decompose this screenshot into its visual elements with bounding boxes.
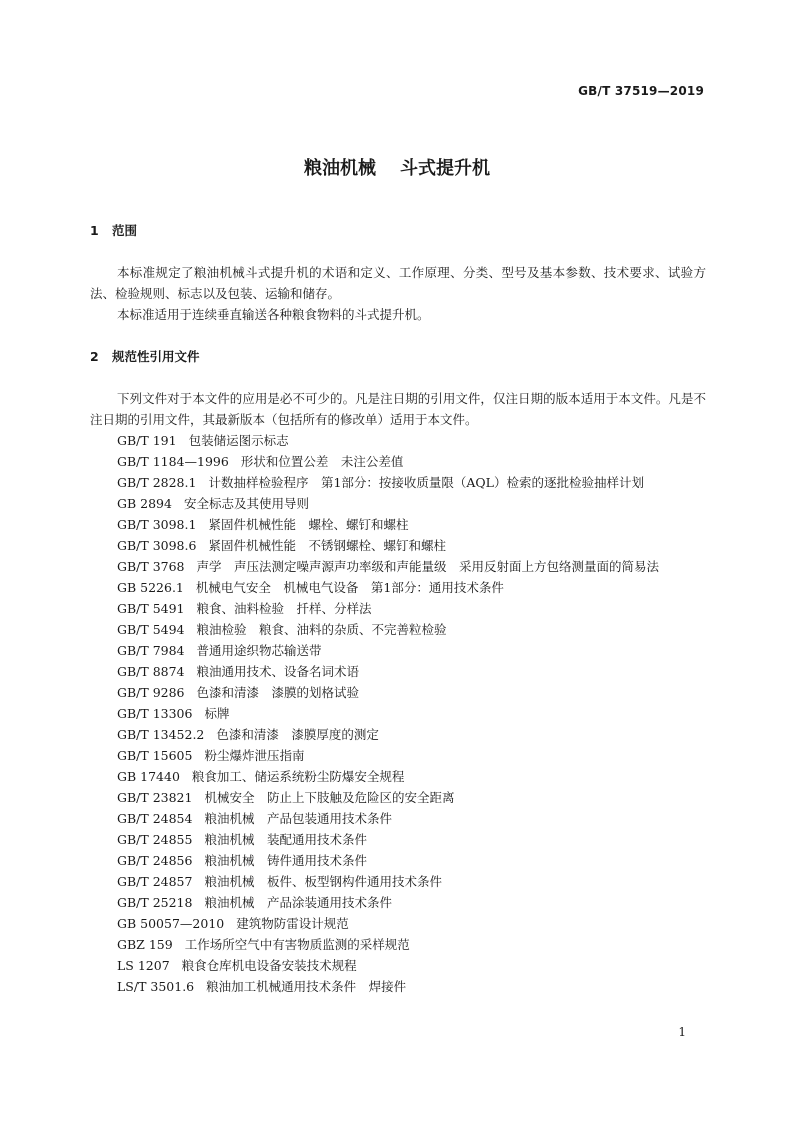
section-title: 规范性引用文件 (112, 349, 200, 364)
standard-code: GB/T 37519—2019 (578, 84, 704, 98)
reference-code: GB/T 9286 (117, 685, 185, 700)
reference-code: GB/T 24854 (117, 811, 193, 826)
reference-code: GB 5226.1 (117, 580, 184, 595)
reference-code: LS 1207 (117, 958, 170, 973)
reference-title: 粮油机械 产品包装通用技术条件 (204, 811, 392, 826)
reference-code: GB/T 8874 (117, 664, 185, 679)
reference-item (90, 892, 706, 913)
section-number: 1 (90, 223, 99, 238)
reference-code: GBZ 159 (117, 937, 173, 952)
reference-code: LS/T 3501.6 (117, 979, 195, 994)
reference-title: 标牌 (204, 706, 230, 721)
title-part-1: 粮油机械 (304, 158, 376, 179)
reference-item (90, 514, 706, 535)
reference-code: GB 17440 (117, 769, 180, 784)
reference-title: 粮油检验 粮食、油料的杂质、不完善粒检验 (196, 622, 447, 637)
reference-code: GB/T 7984 (117, 643, 185, 658)
reference-title: 计数抽样检验程序 第1部分：按接收质量限（AQL）检索的逐批检验抽样计划 (208, 475, 644, 490)
reference-title: 机械安全 防止上下肢触及危险区的安全距离 (204, 790, 455, 805)
reference-code: GB/T 3098.6 (117, 538, 197, 553)
reference-title: 粮油机械 铸件通用技术条件 (204, 853, 367, 868)
reference-item (90, 724, 706, 745)
reference-item (90, 451, 706, 472)
reference-title: 粮油机械 板件、板型钢构件通用技术条件 (204, 874, 442, 889)
reference-code: GB/T 24857 (117, 874, 193, 889)
title-part-2: 斗式提升机 (400, 158, 490, 179)
reference-code: GB/T 191 (117, 433, 177, 448)
reference-item (90, 745, 706, 766)
reference-title: 粉尘爆炸泄压指南 (204, 748, 305, 763)
section-heading-scope (90, 221, 137, 239)
reference-list (90, 430, 706, 997)
section-number: 2 (90, 349, 99, 364)
reference-code: GB/T 23821 (117, 790, 193, 805)
reference-code: GB/T 24856 (117, 853, 193, 868)
reference-item (90, 493, 706, 514)
reference-title: 声学 声压法测定噪声源声功率级和声能量级 采用反射面上方包络测量面的简易法 (196, 559, 660, 574)
reference-title: 粮食仓库机电设备安装技术规程 (181, 958, 357, 973)
reference-code: GB/T 1184—1996 (117, 454, 229, 469)
reference-title: 色漆和清漆 漆膜的划格试验 (196, 685, 360, 700)
reference-title: 包装储运图示标志 (188, 433, 289, 448)
reference-code: GB/T 24855 (117, 832, 193, 847)
reference-title: 粮食、油料检验 扦样、分样法 (196, 601, 372, 616)
page-number: 1 (678, 1025, 686, 1039)
reference-code: GB 50057—2010 (117, 916, 225, 931)
reference-title: 工作场所空气中有害物质监测的采样规范 (184, 937, 410, 952)
document-title (0, 154, 794, 180)
reference-title: 粮油机械 装配通用技术条件 (204, 832, 367, 847)
reference-code: GB/T 2828.1 (117, 475, 197, 490)
reference-item (90, 598, 706, 619)
reference-title: 形状和位置公差 未注公差值 (240, 454, 404, 469)
reference-code: GB/T 13452.2 (117, 727, 205, 742)
reference-title: 机械电气安全 机械电气设备 第1部分：通用技术条件 (195, 580, 504, 595)
reference-item (90, 535, 706, 556)
reference-item (90, 682, 706, 703)
reference-code: GB/T 5494 (117, 622, 185, 637)
reference-item (90, 577, 706, 598)
reference-item (90, 640, 706, 661)
reference-code: GB/T 5491 (117, 601, 185, 616)
reference-item (90, 766, 706, 787)
reference-title: 粮油加工机械通用技术条件 焊接件 (206, 979, 407, 994)
scope-paragraph-2: 本标准适用于连续垂直输送各种粮食物料的斗式提升机。 (117, 307, 430, 322)
reference-code: GB/T 3098.1 (117, 517, 197, 532)
reference-title: 紧固件机械性能 不锈钢螺栓、螺钉和螺柱 (208, 538, 446, 553)
references-intro: 下列文件对于本文件的应用是必不可少的。凡是注日期的引用文件，仅注日期的版本适用于本文件。凡是不注日期的引用文件，其最新版本（包括所有的修改单）适用于本文件。 (90, 391, 706, 427)
reference-title: 粮油通用技术、设备名词术语 (196, 664, 360, 679)
section-heading-normative-references (90, 347, 200, 365)
scope-paragraph-1: 本标准规定了粮油机械斗式提升机的术语和定义、工作原理、分类、型号及基本参数、技术要求、试验方法、检验规则、标志以及包装、运输和储存。 (90, 265, 706, 301)
reference-title: 粮食加工、储运系统粉尘防爆安全规程 (191, 769, 405, 784)
reference-code: GB 2894 (117, 496, 172, 511)
reference-item (90, 871, 706, 892)
reference-item (90, 955, 706, 976)
section-title: 范围 (112, 223, 138, 238)
reference-title: 紧固件机械性能 螺栓、螺钉和螺柱 (208, 517, 409, 532)
reference-title: 粮油机械 产品涂装通用技术条件 (204, 895, 392, 910)
reference-item (90, 850, 706, 871)
reference-title: 色漆和清漆 漆膜厚度的测定 (216, 727, 379, 742)
reference-code: GB/T 25218 (117, 895, 193, 910)
reference-item (90, 913, 706, 934)
reference-item (90, 808, 706, 829)
reference-item (90, 430, 706, 451)
reference-item (90, 703, 706, 724)
reference-code: GB/T 3768 (117, 559, 185, 574)
reference-code: GB/T 15605 (117, 748, 193, 763)
reference-item (90, 556, 706, 577)
reference-item (90, 472, 706, 493)
reference-title: 安全标志及其使用导则 (183, 496, 309, 511)
reference-item (90, 619, 706, 640)
reference-title: 普通用途织物芯输送带 (196, 643, 322, 658)
reference-item (90, 829, 706, 850)
reference-item (90, 661, 706, 682)
reference-code: GB/T 13306 (117, 706, 193, 721)
reference-item (90, 976, 706, 997)
reference-title: 建筑物防雷设计规范 (236, 916, 349, 931)
reference-item (90, 787, 706, 808)
reference-item (90, 934, 706, 955)
